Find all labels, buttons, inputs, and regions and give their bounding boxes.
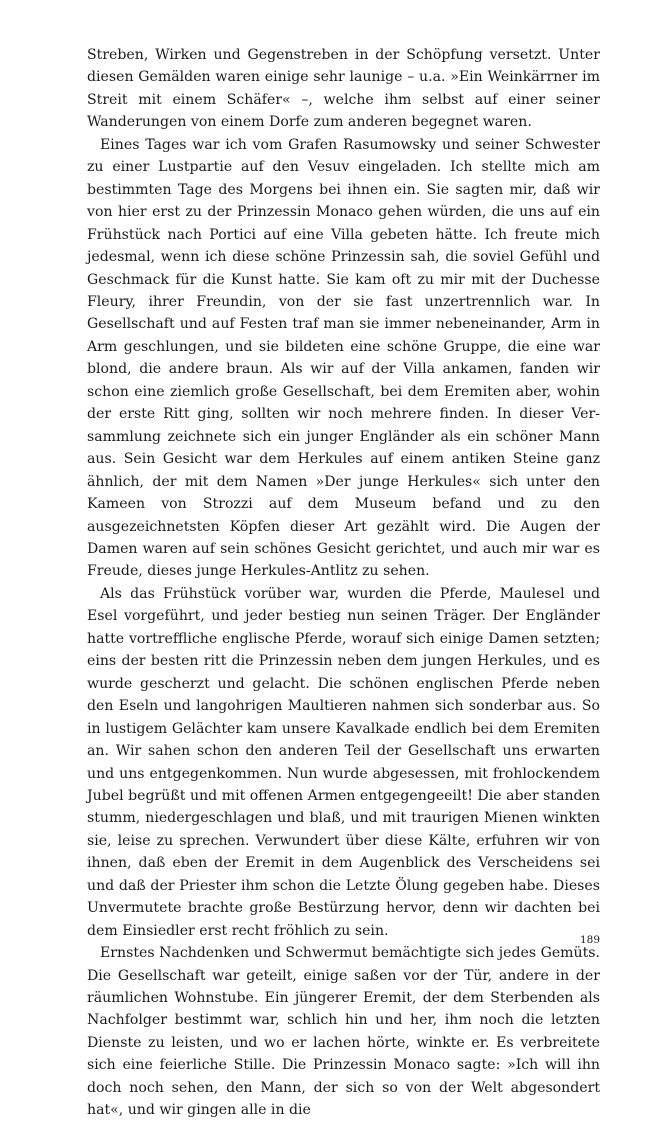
paragraph: Ernstes Nachdenken und Schwermut bemächtigte sich jedes Gemüts. Die Gesellschaft war geteilt, einige saßen vor der Tür, andere in der räumlichen Wohnstube. Ein jüngerer Eremit, der dem Sterbenden als Nachfolger bestimmt war, schlich hin und her, ihm noch die letzten Dienste zu leisten, und wo er lachen hörte, winkte er. Es verbreitete sich eine feierliche Stille. Die Prinzessin Monaco sagte: »Ich will ihn doch noch sehen, den Mann, der sich so von der Welt abgesondert hat«, und wir gingen alle in die xyxy=(87,945,600,1119)
page-body xyxy=(87,44,600,1122)
page-number: 189 xyxy=(579,934,600,946)
paragraph: Als das Frühstück vorüber war, wurden die Pferde, Maulesel und Esel vorgeführt, und jeder bestieg nun seinen Träger. Der Engländer hatte vortreffliche englische Pferde, worauf sich einige Damen setzten; eins der besten ritt die Prinzessin neben dem jungen Herkules, und es wurde gescherzt und gelacht. Die schönen englischen Pferde neben den Eseln und langohrigen Maultieren nahmen sich sonderbar aus. So in lustigem Gelächter kam unsere Kavalkade endlich bei dem Eremiten an. Wir sahen schon den anderen Teil der Gesellschaft uns erwarten und uns entgegenkommen. Nun wurde abgesessen, mit frohlockendem Jubel begrüßt und mit offenen Armen entgegengeeilt! Die aber standen stumm, niedergeschlagen und blaß, und mit traurigen Mienen winkten sie, leise zu sprechen. Verwundert über diese Kälte, erfuhren wir von ihnen, daß eben der Eremit in dem Augenblick des Verscheidens sei und daß der Priester ihm schon die Letzte Ölung gegeben habe. Dieses Unvermutete brachte große Bestürzung hervor, denn wir dachten bei dem Einsiedler erst recht fröhlich zu sein. xyxy=(87,585,600,939)
paragraph: Eines Tages war ich vom Grafen Rasumowsky und seiner Schwester zu einer Lustpartie auf den Vesuv eingeladen. Ich stellte mich am bestimmten Tage des Morgens bei ihnen ein. Sie sagten mir, daß wir von hier erst zu der Prinzessin Monaco gehen würden, die uns auf ein Frühstück nach Portici auf eine Villa gebeten hätte. Ich freute mich jedesmal, wenn ich diese schöne Prinzessin sah, die soviel Gefühl und Geschmack für die Kunst hatte. Sie kam oft zu mir mit der Duchesse Fleury, ihrer Freundin, von der sie fast unzertrennlich war. In Gesellschaft und auf Festen traf man sie immer nebeneinander, Arm in Arm geschlungen, und sie bildeten eine schöne Gruppe, die eine war blond, die andere braun. Als wir auf der Villa ankamen, fanden wir schon eine ziemlich große Gesellschaft, bei dem Eremiten aber, wohin der erste Ritt ging, sollten wir noch mehrere finden. In dieser Versammlung zeichnete sich ein junger Engländer als ein schöner Mann aus. Sein Gesicht war dem Herkules auf einem antiken Steine ganz ähnlich, der mit dem Namen »Der junge Herkules« sich unter den Kameen von Strozzi auf dem Museum befand und zu den ausgezeichnetsten Köpfen dieser Art gezählt wird. Die Augen der Damen waren auf sein schönes Gesicht gerichtet, und auch mir war es Freude, dieses junge Herkules-Antlitz zu sehen. xyxy=(87,136,600,580)
paragraph-continuation: Streben, Wirken und Gegenstreben in der Schöpfung versetzt. Unter diesen Gemälden waren einige sehr launige – u.a. »Ein Weinkärrner im Streit mit einem Schäfer« –, welche ihm selbst auf einer seiner Wanderungen von einem Dorfe zum anderen begegnet waren. xyxy=(87,47,600,131)
